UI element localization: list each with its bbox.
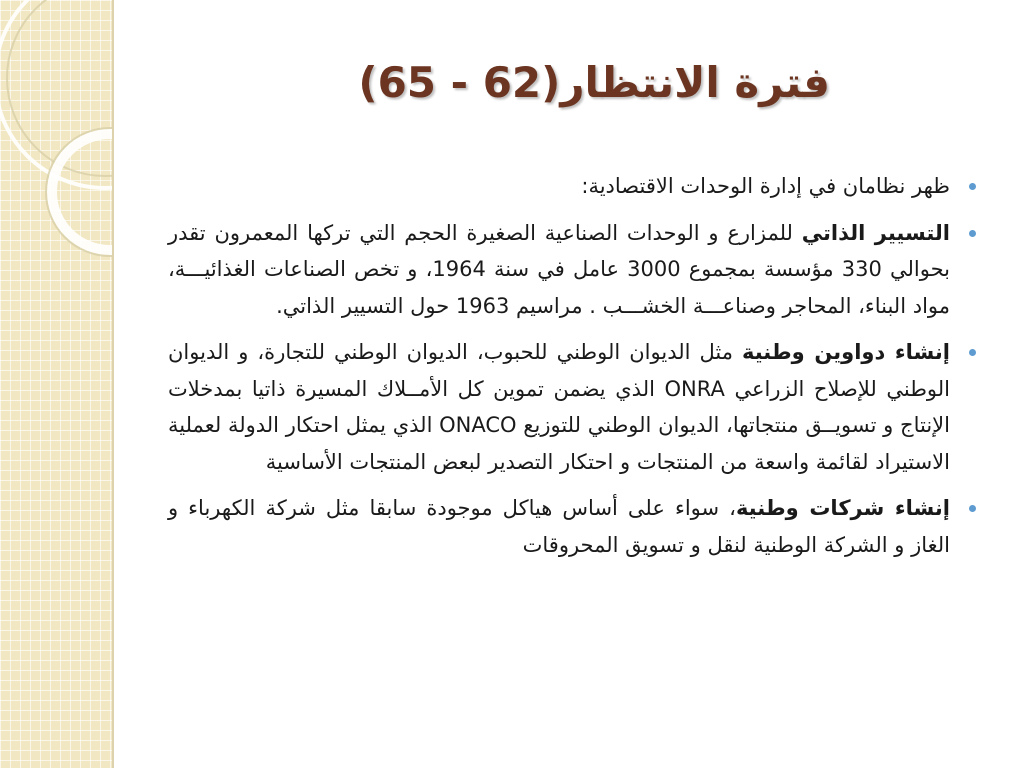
bullet-text: الذي يضمن تموين كل الأمــلاك المسيرة ذاتيا بمدخلات الإنتاج و تسويــق منتجاتها، الديوان الوطني للتوزيع bbox=[168, 376, 950, 437]
list-item bbox=[168, 215, 950, 325]
bullet-dot-icon bbox=[969, 505, 976, 512]
bullet-text: الذي يمثل احتكار الدولة لعملية الاستيراد لقائمة واسعة من المنتجات و احتكار التصدير لبعض المنتجات الأساسية bbox=[168, 413, 950, 474]
bullet-dot-icon bbox=[969, 183, 976, 190]
acronym-onaco: ONACO bbox=[439, 413, 517, 437]
bullet-dot-icon bbox=[969, 349, 976, 356]
bullet-list bbox=[168, 168, 950, 563]
slide-title bbox=[330, 58, 830, 107]
bullet-heading: إنشاء دواوين وطنية bbox=[742, 340, 950, 364]
list-item bbox=[168, 490, 950, 563]
title-text: فترة الانتظار bbox=[560, 58, 830, 107]
bullet-dot-icon bbox=[969, 230, 976, 237]
decorative-rings-graphic bbox=[0, 0, 112, 768]
bullet-text: للمزارع و الوحدات الصناعية الصغيرة الحجم التي تركها المعمرون تقدر بحوالي 330 مؤسسة بمجموع 3000 عامل في سنة 1964، و تخص الصناعات الغذائيـــة، مواد البناء، المحاجر وصناعـــة الخشـــب . مراسيم 1963 حول التسيير الذاتي. bbox=[168, 220, 950, 318]
bullet-text: ظهر نظامان في إدارة الوحدات الاقتصادية: bbox=[581, 174, 950, 198]
panel-divider bbox=[112, 0, 114, 768]
decorative-side-panel bbox=[0, 0, 112, 768]
bullet-text: مثل الديوان الوطني للحبوب، الديوان الوطني للتجارة، و الديوان الوطني للإصلاح الزراعي bbox=[168, 340, 950, 401]
list-item bbox=[168, 334, 950, 480]
slide-body bbox=[168, 168, 950, 573]
acronym-onra: ONRA bbox=[664, 376, 725, 401]
bullet-text: ، سواء على أساس هياكل موجودة سابقا مثل شركة الكهرباء و الغاز و الشركة الوطنية لنقل و تسويق المحروقات bbox=[168, 496, 950, 557]
title-years: (62 - 65) bbox=[358, 58, 561, 107]
list-item bbox=[168, 168, 950, 205]
bullet-heading: التسيير الذاتي bbox=[801, 220, 950, 245]
bullet-heading: إنشاء شركات وطنية bbox=[735, 496, 950, 520]
